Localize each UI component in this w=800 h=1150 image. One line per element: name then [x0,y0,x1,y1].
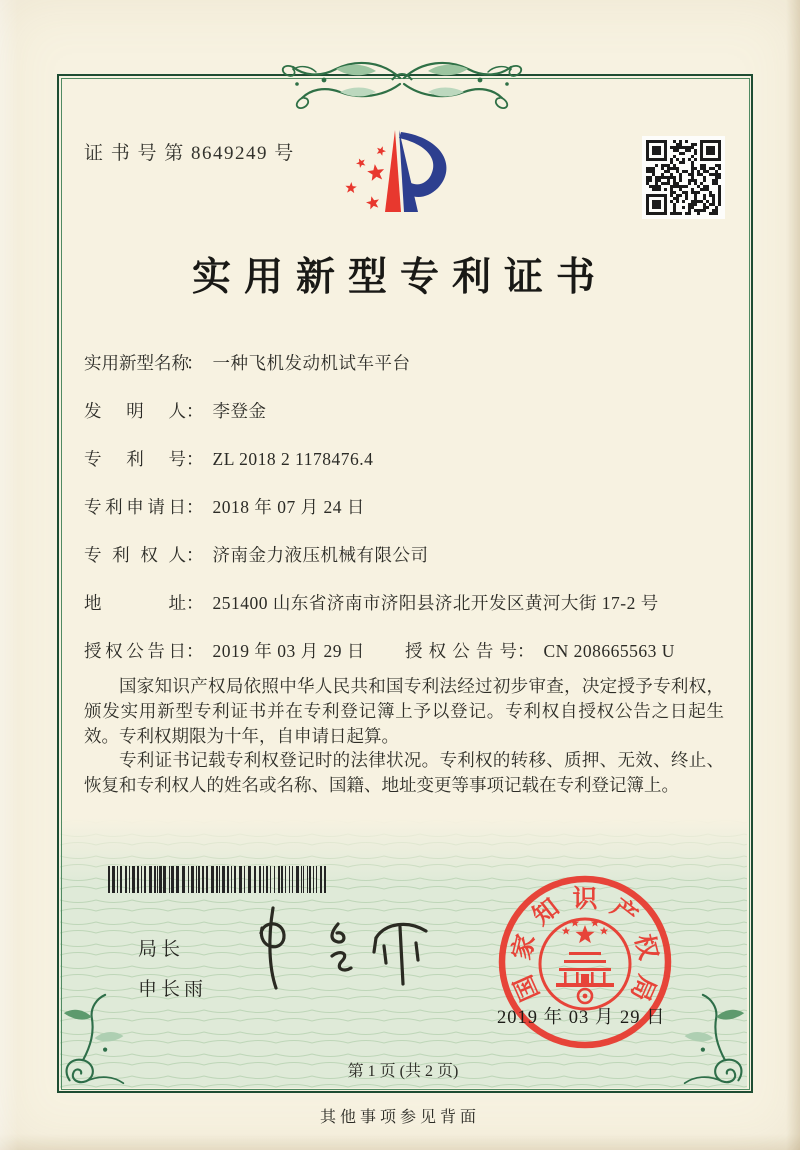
field-colon: ： [186,353,204,373]
field-colon: ： [186,641,204,661]
legal-text [84,674,724,798]
seal-char: 识 [572,885,598,913]
field-label: 专利号 [84,449,186,469]
field-value: 2019 年 03 月 29 日 [212,641,365,661]
field-colon: ： [517,641,535,661]
page-title: 实用新型专利证书 [191,256,608,299]
legal-paragraph-2: 专利证书记载专利权登记时的法律状况。专利权的转移、质押、无效、终止、恢复和专利权人的姓名或名称、国籍、地址变更等事项记载在专利登记簿上。 [84,750,724,796]
dragon-flourish-icon [272,48,532,114]
field-colon: ： [186,449,204,469]
field-colon: ： [186,593,204,613]
signer-block [138,934,207,1014]
seal-char: 家 [507,931,541,963]
field-colon: ： [186,497,204,517]
field-value: 一种飞机发动机试车平台 [212,353,411,373]
fields-block [84,352,724,688]
field-label: 授权公告日 [84,641,186,661]
seal-date: 2019 年 03 月 29 日 [497,1008,666,1028]
field-label: 实用新型名称 [84,353,189,373]
seal-char: 知 [527,893,565,931]
signer-title: 局长 [138,939,185,960]
field-colon: ： [186,545,204,565]
barcode [108,866,330,893]
field-row [84,640,724,663]
seal-char: 国 [509,970,545,1006]
grant-number-pair [405,640,675,663]
field-value: ZL 2018 2 1178476.4 [212,449,374,469]
qr-code [642,136,725,219]
seal-char: 局 [625,970,661,1006]
field-value: 李登金 [212,401,267,421]
field-label: 专利权人 [84,545,186,565]
seal-char: 产 [605,893,643,931]
signer-name: 申长雨 [138,979,208,1000]
field-row [84,352,724,375]
legal-paragraph-1: 国家知识产权局依照中华人民共和国专利法经过初步审查，决定授予专利权，颁发实用新型专利证书并在专利登记簿上予以登记。专利权自授权公告之日起生效。专利权期限为十年，自申请日起算。 [84,676,724,746]
signature [228,898,443,998]
national-emblem-icon [535,914,635,1014]
field-value: 济南金力液压机械有限公司 [212,545,429,565]
field-row [84,400,724,423]
back-note: 其他事项参见背面 [319,1109,480,1126]
field-label: 专利申请日 [84,497,186,517]
grant-label: 授权公告号 [405,641,517,661]
page-indicator: 第 1 页 (共 2 页) [347,1063,459,1080]
certificate-number: 证 书 号 第 8649249 号 [84,143,295,164]
field-label: 地址 [84,593,186,613]
field-row [84,448,724,471]
field-row [84,592,724,615]
field-row [84,496,724,519]
field-value: 251400 山东省济南市济阳县济北开发区黄河大街 17-2 号 [212,593,659,613]
field-value: 2018 年 07 月 24 日 [212,497,365,517]
cnipa-logo-icon [338,124,468,224]
grant-value: CN 208665563 U [543,641,675,661]
field-row [84,544,724,567]
field-label: 发明人 [84,401,186,421]
seal-char: 权 [629,931,663,963]
field-colon: ： [186,401,204,421]
